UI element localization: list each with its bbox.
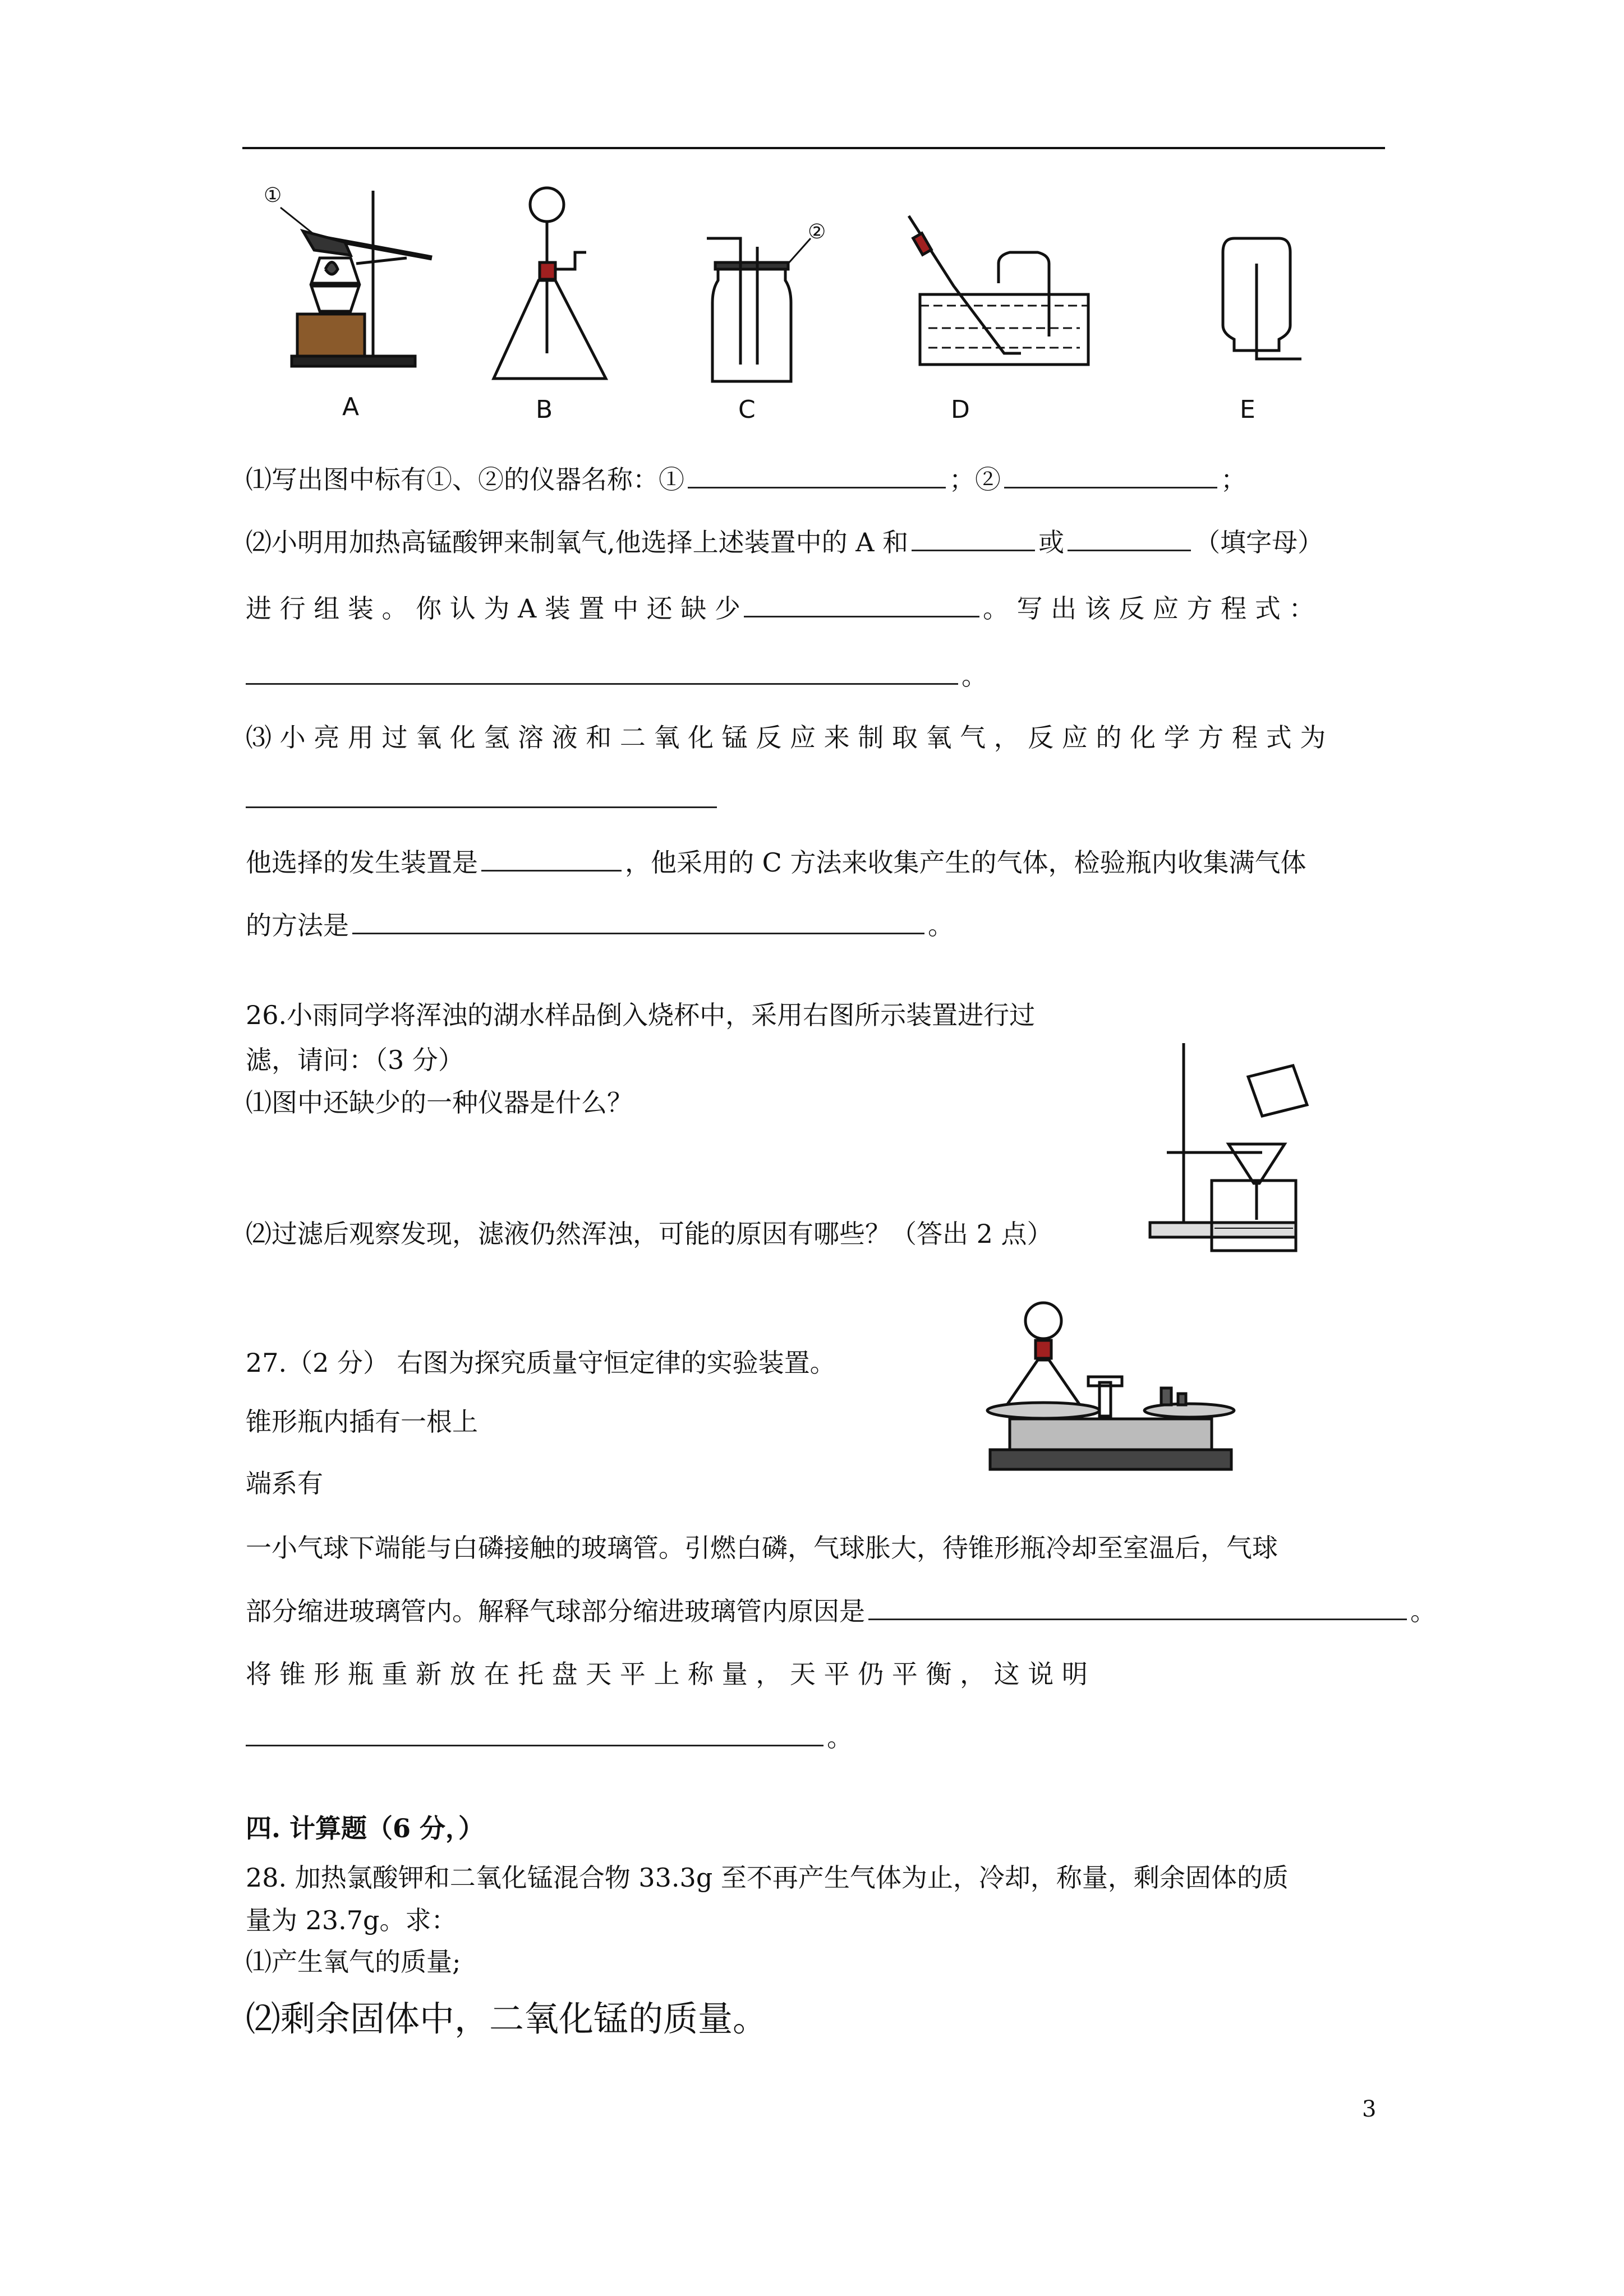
header-rule xyxy=(242,147,1385,149)
marker-1: ① xyxy=(264,184,282,207)
q28-line1: 28. 加热氯酸钾和二氧化锰混合物 33.3g 至不再产生气体为止，冷却，称量，剩余固体的质 xyxy=(246,1862,1289,1893)
svg-text:② xyxy=(808,220,826,243)
apparatus-d xyxy=(909,216,1088,365)
blank-collect-device-1[interactable] xyxy=(912,527,1035,551)
apparatus-figure xyxy=(247,168,1369,437)
q25-part3-line4: 的方法是 。 xyxy=(246,910,954,940)
marker-2: ② xyxy=(808,220,826,243)
q28-line2: 量为 23.7g。求： xyxy=(246,1905,457,1935)
blank-conclusion[interactable] xyxy=(246,1722,823,1746)
svg-text:① xyxy=(264,184,282,207)
q28-part1: ⑴产生氧气的质量; xyxy=(246,1947,461,1977)
q25-part2-line1: ⑵小明用加热高锰酸钾来制氧气,他选择上述装置中的 A 和 或 （填字母） xyxy=(246,527,1324,557)
blank-instrument-1[interactable] xyxy=(688,464,946,488)
section4-heading: 四. 计算题（6 分，） xyxy=(246,1813,485,1843)
q27-line7: 。 xyxy=(246,1721,853,1754)
label-b: B xyxy=(536,395,553,424)
apparatus-b xyxy=(494,188,606,379)
q27-line3: 端系有 xyxy=(246,1468,323,1499)
q27-line6: 将 锥 形 瓶 重 新 放 在 托 盘 天 平 上 称 量 ， 天 平 仍 平 衡 ， 这 说 明 xyxy=(246,1659,1088,1689)
q27-line5: 部分缩进玻璃管内。解释气球部分缩进玻璃管内原因是 。 xyxy=(246,1596,1436,1626)
apparatus-c xyxy=(707,238,811,381)
page-number: 3 xyxy=(1362,2096,1377,2122)
apparatus-e xyxy=(1223,238,1301,359)
label-e: E xyxy=(1240,395,1255,424)
svg-text:A xyxy=(342,393,359,421)
blank-check-method[interactable] xyxy=(352,910,924,934)
balance-figure xyxy=(982,1298,1240,1478)
q28-part2: ⑵剩余固体中，二氧化锰的质量。 xyxy=(246,1998,768,2039)
q25-part1: ⑴写出图中标有①、②的仪器名称：① ；② ； xyxy=(246,464,1246,495)
q26-line1: 26.小雨同学将浑浊的湖水样品倒入烧杯中，采用右图所示装置进行过 xyxy=(246,1000,1036,1030)
q25-part3-line3: 他选择的发生装置是 ，他采用的 C 方法来收集产生的气体，检验瓶内收集满气体 xyxy=(246,847,1306,878)
q26-line4: ⑵过滤后观察发现，滤液仍然浑浊，可能的原因有哪些？（答出 2 点） xyxy=(246,1219,1053,1249)
blank-balloon-reason[interactable] xyxy=(868,1596,1407,1620)
svg-text:D xyxy=(951,395,970,424)
q26-line2: 滤，请问：（3 分） xyxy=(246,1045,464,1075)
label-a: A xyxy=(342,393,360,421)
q25-part2-line3: 。 xyxy=(246,659,987,693)
label-c: C xyxy=(738,395,756,424)
svg-text:E xyxy=(1240,395,1255,424)
q25-part2-line2: 进 行 组 装 。 你 认 为 A 装 置 中 还 缺 少 。 写 出 该 反 应 方 程 式 ： xyxy=(246,593,1315,624)
blank-generator[interactable] xyxy=(481,847,622,872)
filtration-figure xyxy=(1144,1032,1313,1256)
blank-missing-item[interactable] xyxy=(744,593,979,617)
svg-text:B xyxy=(536,395,553,424)
blank-equation-2[interactable] xyxy=(246,784,717,808)
blank-equation-1[interactable] xyxy=(246,661,958,685)
q27-line2: 锥形瓶内插有一根上 xyxy=(246,1407,478,1437)
q25-part3-line2 xyxy=(246,782,720,816)
q27-line1: 27.（2 分） 右图为探究质量守恒定律的实验装置。 xyxy=(246,1348,836,1378)
blank-collect-device-2[interactable] xyxy=(1068,527,1191,551)
q26-line3: ⑴图中还缺少的一种仪器是什么？ xyxy=(246,1087,633,1118)
q25-part3-line1: ⑶ 小 亮 用 过 氧 化 氢 溶 液 和 二 氧 化 锰 反 应 来 制 取 氧 气 ， 反 应 的 化 学 方 程 式 为 xyxy=(246,722,1326,753)
blank-instrument-2[interactable] xyxy=(1004,464,1217,488)
svg-text:C xyxy=(738,395,756,424)
apparatus-a xyxy=(292,191,432,366)
q27-line4: 一小气球下端能与白磷接触的玻璃管。引燃白磷，气球胀大，待锥形瓶冷却至室温后，气球 xyxy=(246,1533,1278,1563)
label-d: D xyxy=(951,395,970,424)
